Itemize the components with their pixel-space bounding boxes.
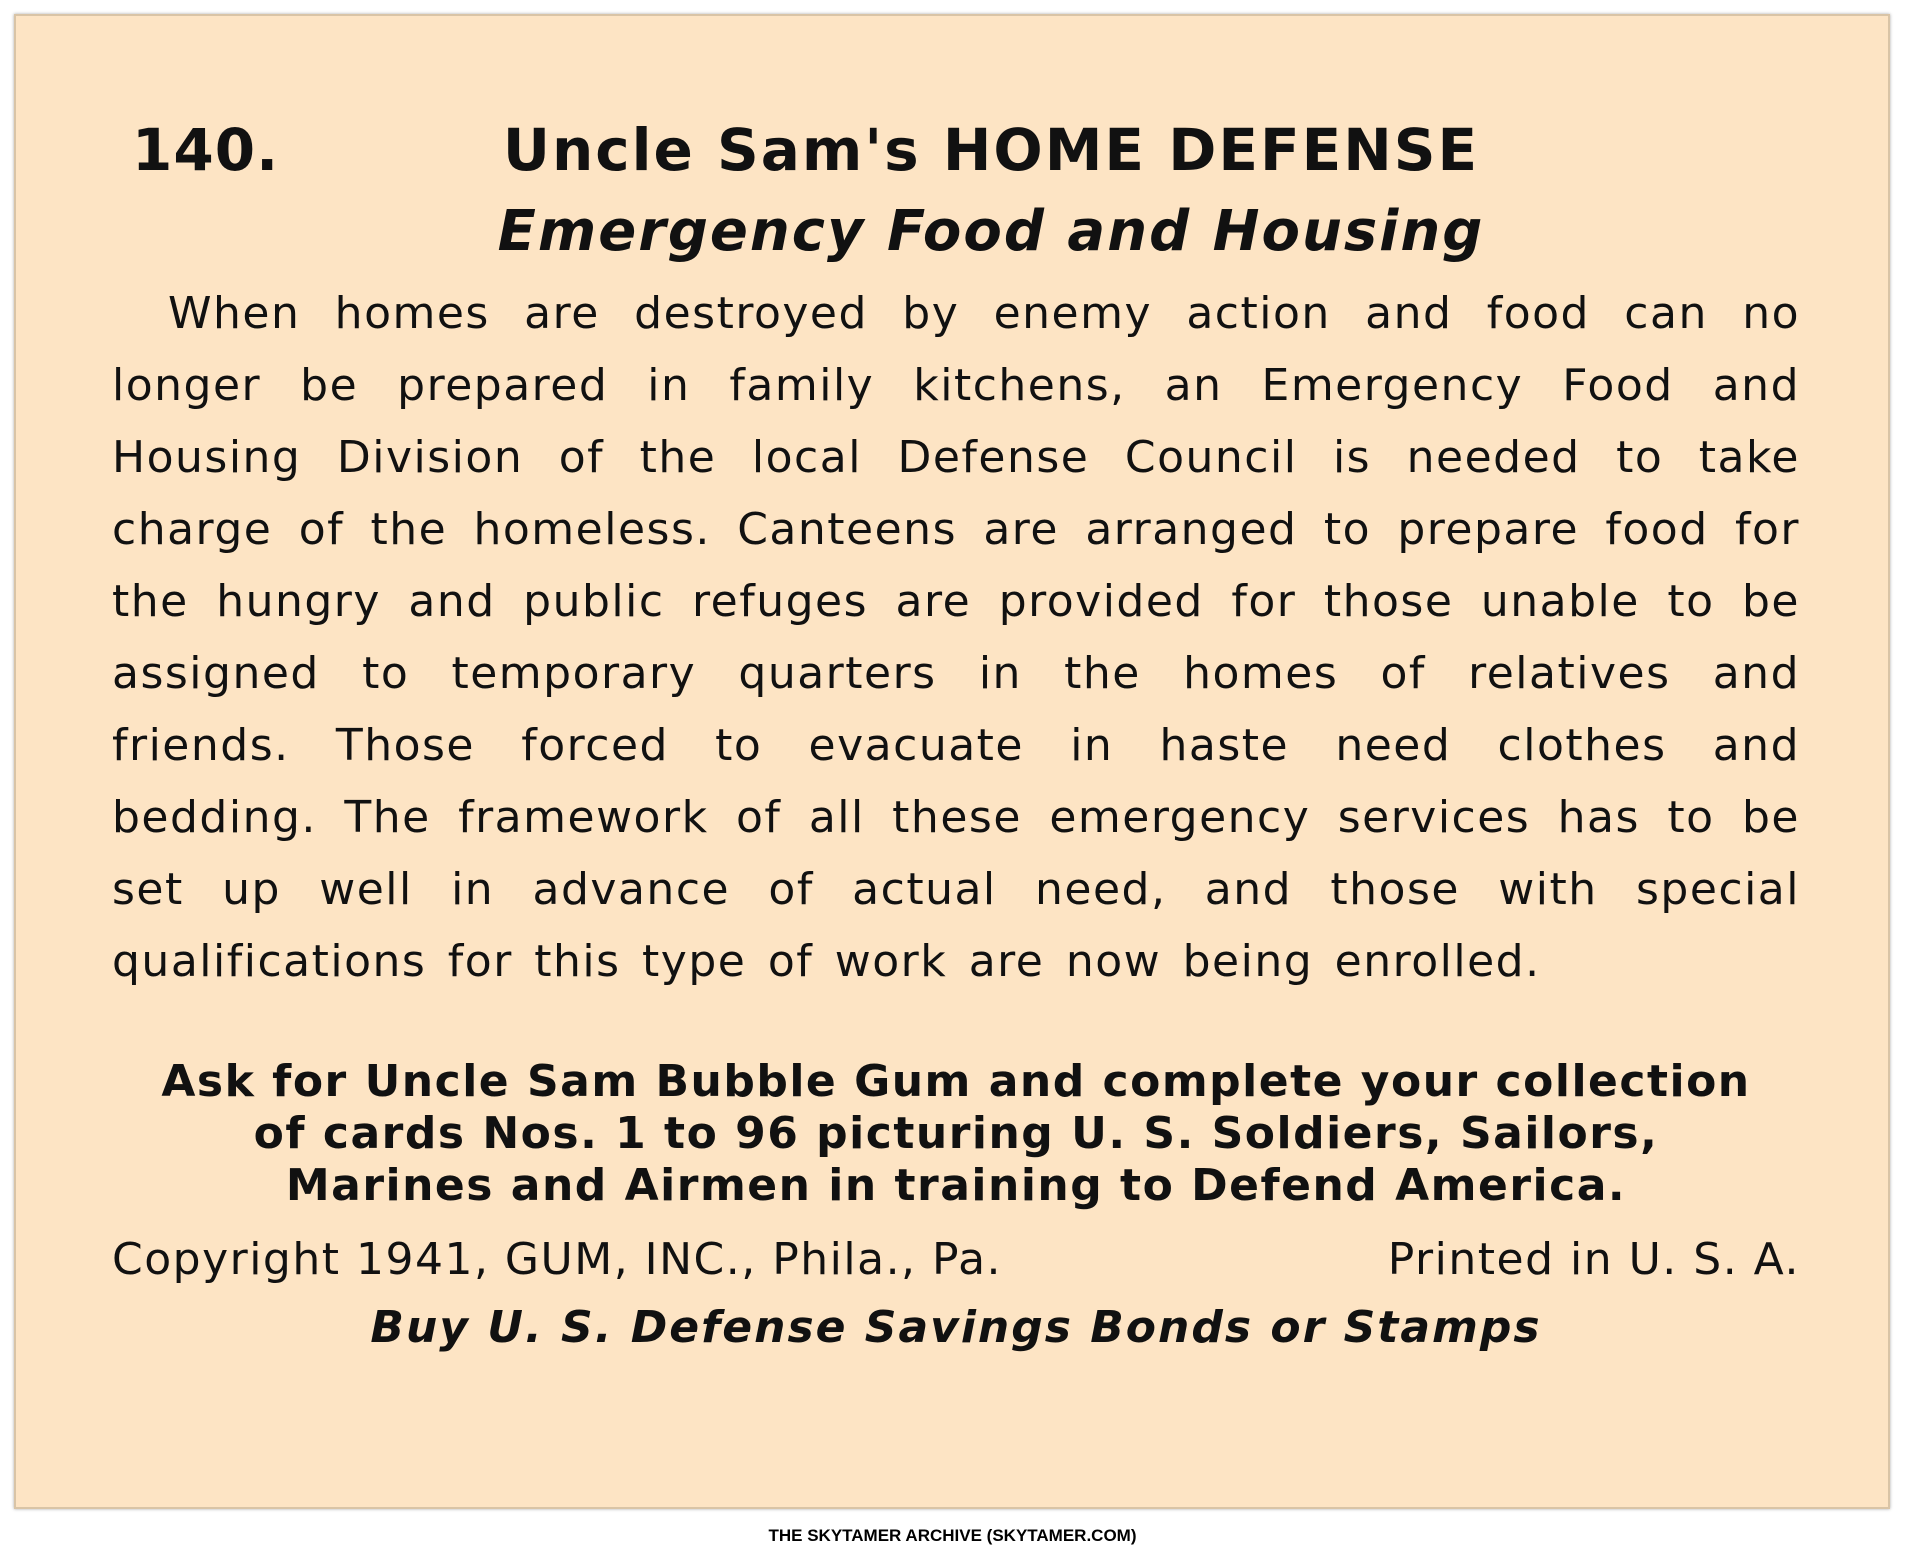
card-content [112, 106, 1800, 1353]
archive-credit: THE SKYTAMER ARCHIVE (SKYTAMER.COM) [768, 1526, 1137, 1545]
copyright-row [112, 1234, 1800, 1294]
promo-line: Marines and Airmen in training to Defend America. [285, 1160, 1627, 1211]
trading-card-back [14, 14, 1890, 1509]
card-subtitle: Emergency Food and Housing [497, 199, 1485, 264]
promo-line: Ask for Uncle Sam Bubble Gum and complete your collection [161, 1056, 1751, 1107]
card-title: Uncle Sam's HOME DEFENSE [502, 116, 1480, 184]
card-number: 140. [132, 116, 280, 184]
card-body-text: When homes are destroyed by enemy action and food can no longer be prepared in family kitchens, an Emergency Food and Housing Division of the local Defense Council is needed to take charge of the homeless. Canteens are arranged to prepare food for the hungry and public refuges are provided for those unable to be assigned to temporary quarters in the homes of relatives and friends. Those forced to evacuate in haste need clothes and bedding. The framework of all these emergency services has to be set up well in advance of actual need, and those with special qualifications for this type of work are now being enrolled. [112, 288, 1800, 987]
promo-line: of cards Nos. 1 to 96 picturing U. S. Soldiers, Sailors, [253, 1108, 1659, 1159]
promo-text [112, 1056, 1800, 1212]
copyright-text: Copyright 1941, GUM, INC., Phila., Pa. [112, 1234, 1003, 1285]
bonds-slogan: Buy U. S. Defense Savings Bonds or Stamps [370, 1302, 1542, 1353]
printed-in-text: Printed in U. S. A. [1387, 1234, 1800, 1285]
card-header [112, 106, 1800, 192]
